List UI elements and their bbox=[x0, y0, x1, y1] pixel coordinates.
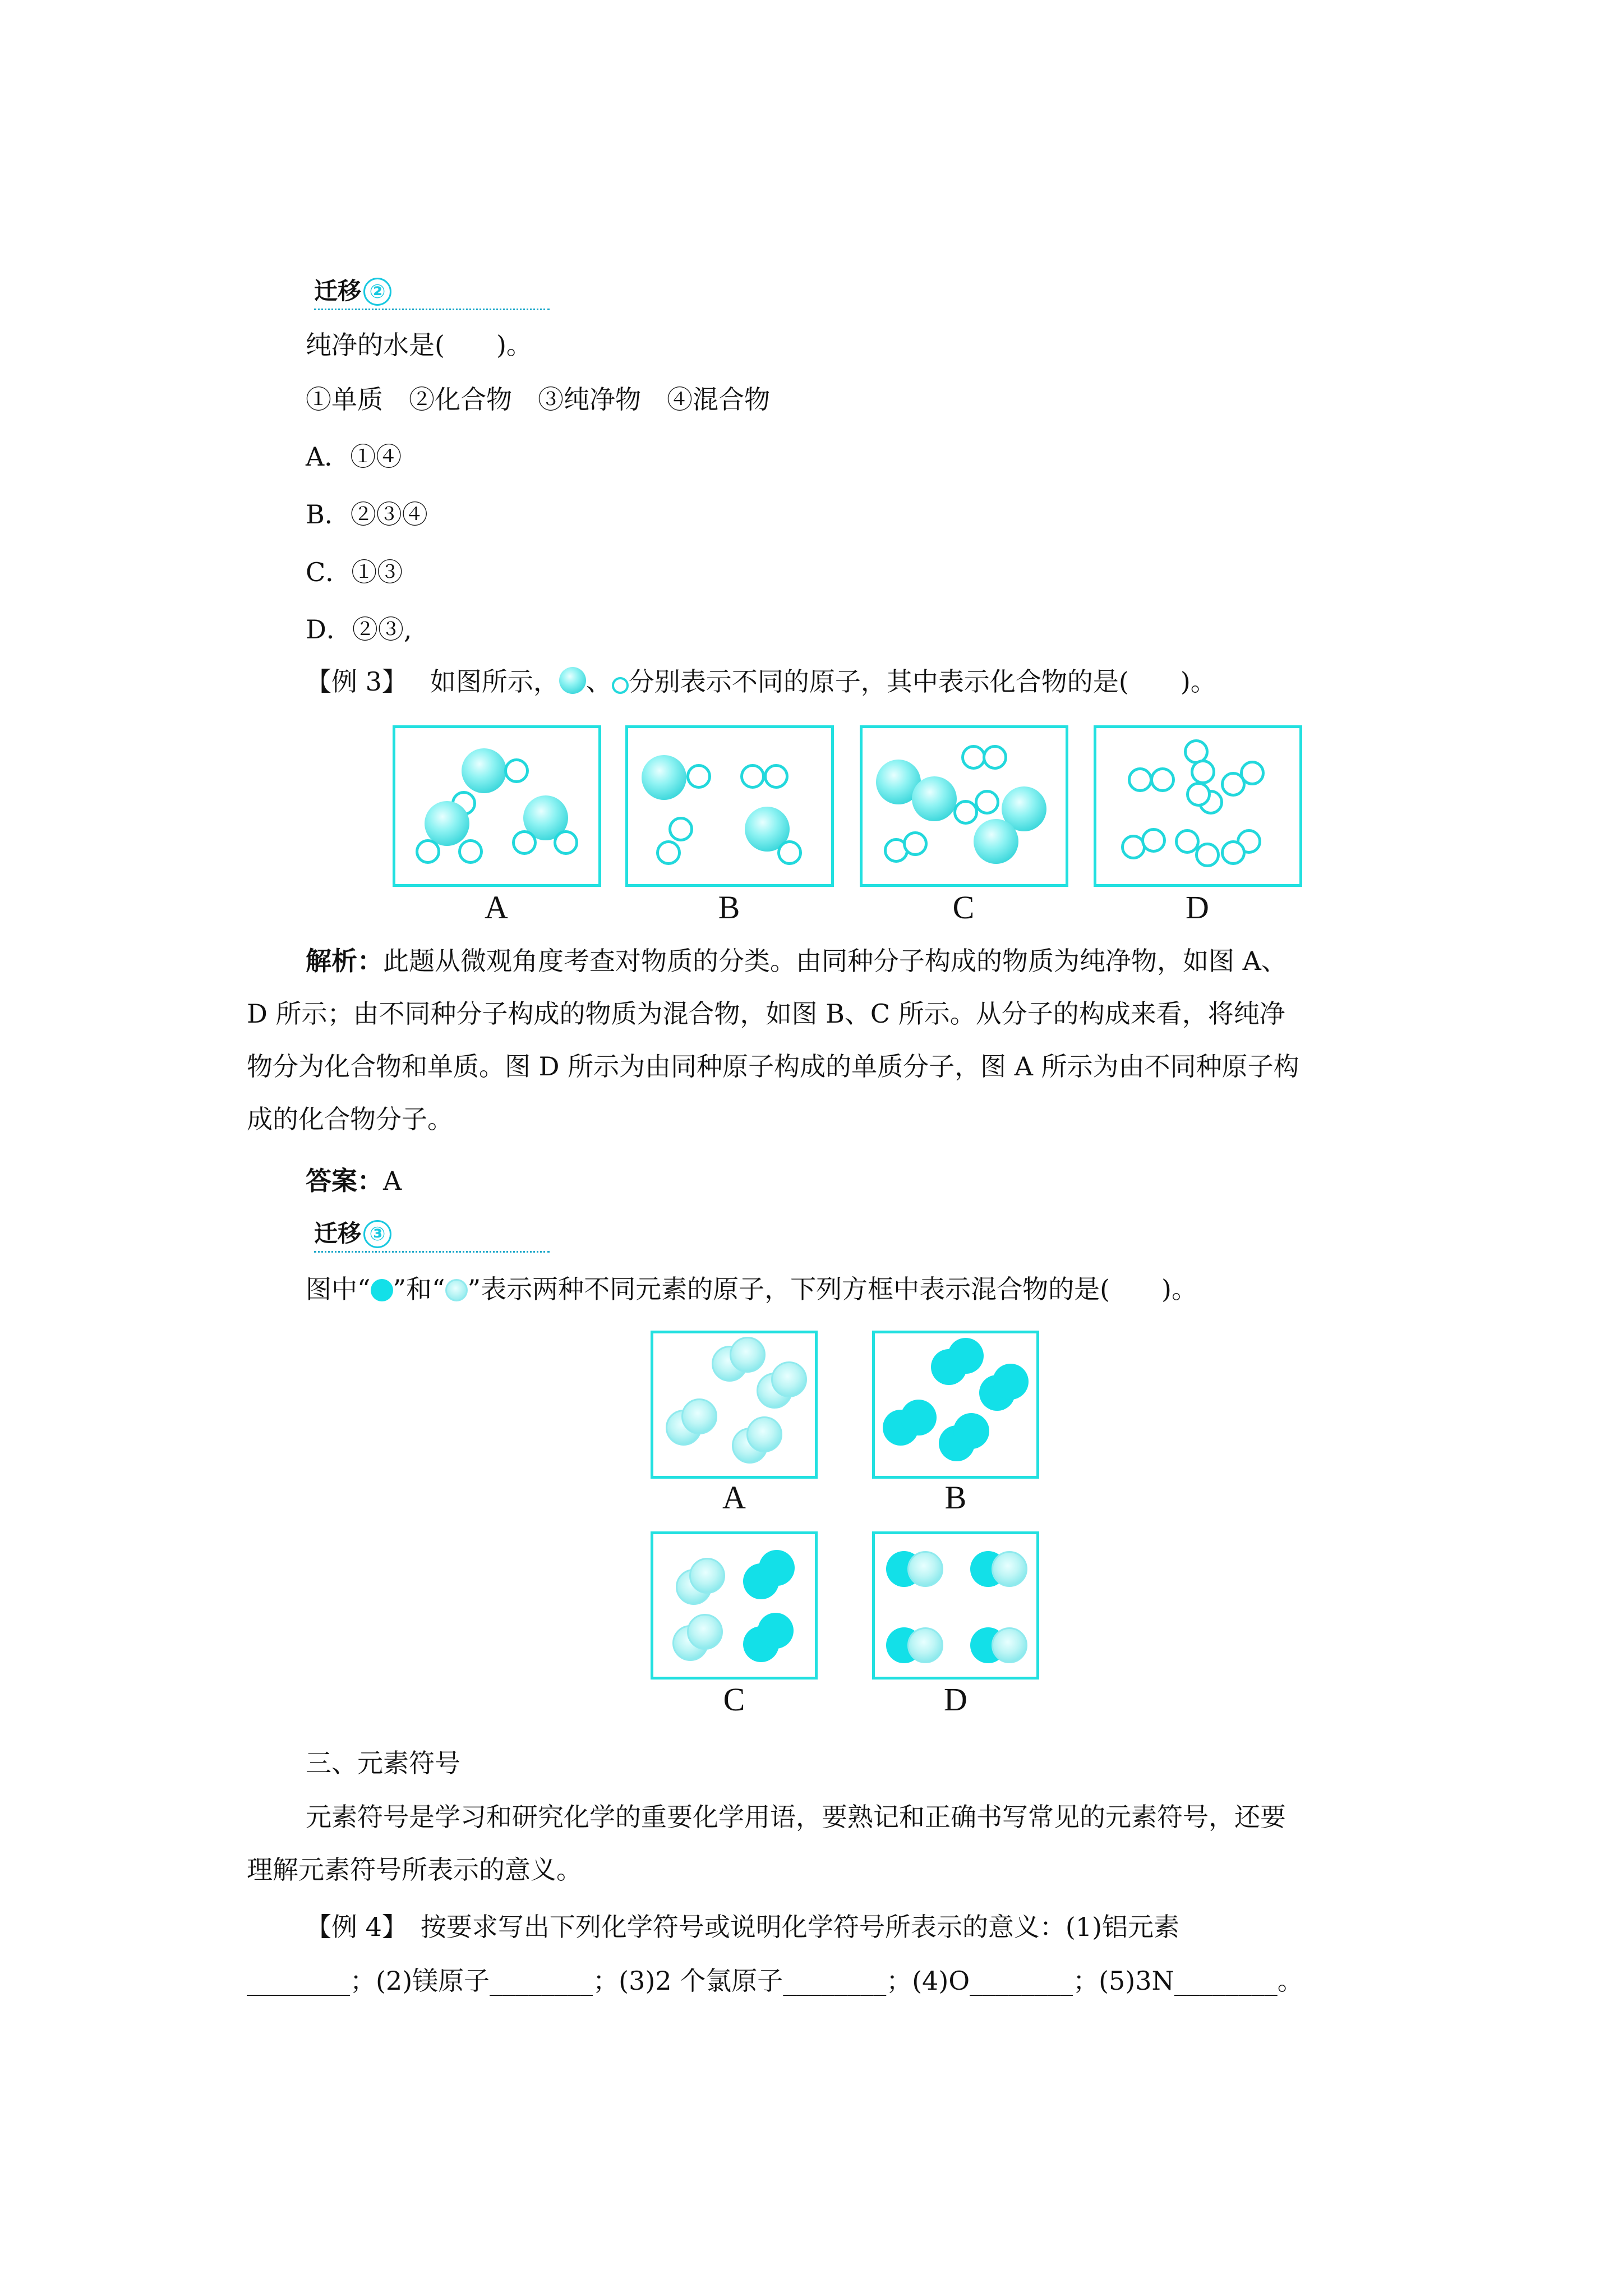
diagram-box-c bbox=[860, 725, 1068, 887]
solid-atom-icon bbox=[371, 1279, 393, 1301]
example-tag: 【例 3】 bbox=[306, 666, 408, 697]
answer-line bbox=[306, 1154, 402, 1207]
question-text: 纯净的水是( )。 bbox=[306, 330, 532, 360]
grid-box-b bbox=[872, 1331, 1039, 1479]
box-label-d: D bbox=[1186, 889, 1209, 926]
grid-box-d bbox=[872, 1531, 1039, 1680]
grid-label-b: B bbox=[944, 1479, 967, 1516]
grid-box-a bbox=[651, 1331, 818, 1479]
diagram-box-b bbox=[625, 725, 834, 887]
section-heading-transfer-2 bbox=[314, 273, 550, 310]
section-para-line-1: 元素符号是学习和研究化学的重要化学用语，要熟记和正确书写常见的元素符号，还要 bbox=[306, 1802, 1286, 1832]
transfer3-question bbox=[306, 1272, 1197, 1306]
heading-number-badge: ② bbox=[363, 278, 391, 306]
prompt-pre: 如图所示， bbox=[430, 666, 559, 697]
options-line: ①单质 ②化合物 ③纯净物 ④混合物 bbox=[306, 384, 770, 415]
choice-d: D．②③, bbox=[306, 614, 412, 645]
section-para-line-2: 理解元素符号所表示的意义。 bbox=[247, 1855, 582, 1885]
light-atom-icon bbox=[445, 1279, 468, 1301]
section-heading-transfer-3 bbox=[314, 1215, 550, 1253]
box-label-a: A bbox=[485, 889, 508, 926]
q-mid: ”和“ bbox=[393, 1274, 445, 1304]
analysis-line-3: 物分为化合物和单质。图 D 所示为由同种原子构成的单质分子，图 A 所示为由不同种原子构 bbox=[247, 1051, 1299, 1082]
example4-line-2: ________；(2)镁原子________；(3)2 个氯原子________；(4)O________；(5)3N________。 bbox=[247, 1966, 1303, 1996]
choice-b: B．②③④ bbox=[306, 499, 428, 530]
example3-prompt bbox=[306, 665, 1216, 698]
choice-a: A．①④ bbox=[306, 441, 402, 472]
q-post: ”表示两种不同元素的原子，下列方框中表示混合物的是( )。 bbox=[467, 1274, 1197, 1304]
analysis-line-4: 成的化合物分子。 bbox=[247, 1104, 453, 1134]
big-atom-icon bbox=[559, 667, 586, 694]
prompt-sep: 、 bbox=[585, 666, 612, 697]
answer-value: A bbox=[383, 1166, 402, 1196]
prompt-post: 分别表示不同的原子，其中表示化合物的是( )。 bbox=[628, 666, 1216, 697]
section-title: 三、元素符号 bbox=[306, 1748, 460, 1778]
small-atom-icon bbox=[612, 677, 629, 694]
grid-label-a: A bbox=[722, 1479, 746, 1516]
choice-c: C．①③ bbox=[306, 557, 403, 587]
example4-line-1: 【例 4】 按要求写出下列化学符号或说明化学符号所表示的意义：(1)铝元素 bbox=[306, 1912, 1180, 1942]
box-label-b: B bbox=[718, 889, 740, 926]
heading-number-badge: ③ bbox=[363, 1220, 391, 1248]
analysis-text: 此题从微观角度考查对物质的分类。由同种分子构成的物质为纯净物，如图 A、 bbox=[383, 946, 1287, 976]
heading-label: 迁移 bbox=[314, 1220, 362, 1247]
heading-label: 迁移 bbox=[314, 277, 362, 305]
grid-label-d: D bbox=[944, 1681, 967, 1718]
diagram-box-a bbox=[393, 725, 601, 887]
analysis-label: 解析： bbox=[306, 946, 383, 976]
analysis-line-1 bbox=[306, 935, 1287, 987]
diagram-box-d bbox=[1094, 725, 1302, 887]
box-label-c: C bbox=[952, 889, 975, 926]
q-pre: 图中“ bbox=[306, 1274, 371, 1304]
answer-label: 答案： bbox=[306, 1166, 383, 1196]
grid-label-c: C bbox=[723, 1681, 745, 1718]
analysis-line-2: D 所示；由不同种分子构成的物质为混合物，如图 B、C 所示。从分子的构成来看，将纯净 bbox=[247, 999, 1285, 1029]
grid-box-c bbox=[651, 1531, 818, 1680]
